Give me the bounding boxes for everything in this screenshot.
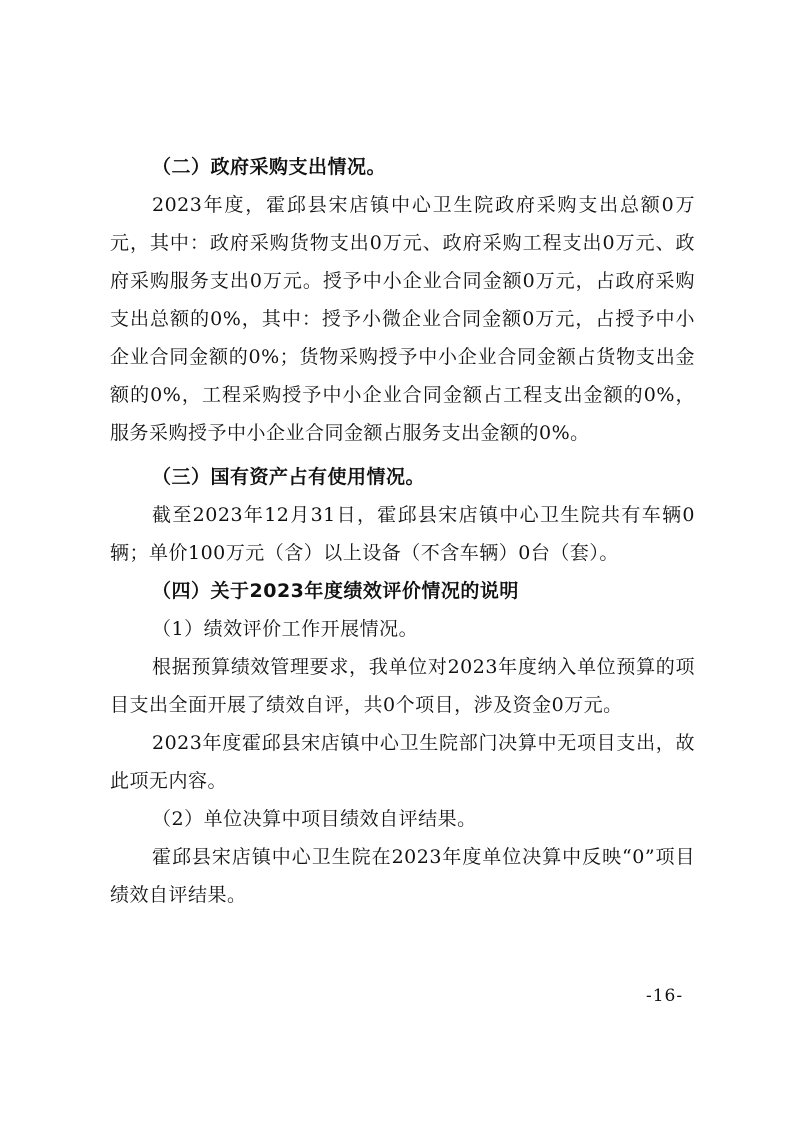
page-number: -16- — [646, 986, 684, 1006]
heading-performance: （四）关于2023年度绩效评价情况的说明 — [152, 580, 519, 602]
subheading-performance-work: （1）绩效评价工作开展情况。 — [152, 618, 419, 640]
paragraph-performance-scope: 根据预算绩效管理要求，我单位对2023年度纳入单位预算的项目支出全面开展了绩效自评，共0个项目，涉及资金0万元。 — [110, 656, 695, 716]
heading-assets: （三）国有资产占有使用情况。 — [152, 466, 426, 488]
heading-procurement: （二）政府采购支出情况。 — [152, 156, 387, 178]
paragraph-no-project: 2023年度霍邱县宋店镇中心卫生院部门决算中无项目支出，故此项无内容。 — [110, 732, 695, 792]
paragraph-procurement: 2023年度，霍邱县宋店镇中心卫生院政府采购支出总额0万元，其中：政府采购货物支出0万元、政府采购工程支出0万元、政府采购服务支出0万元。授予中小企业合同金额0万元，占政府采购支出总额的0%，其中：授予小微企业合同金额0万元，占授予中小企业合同金额的0%；货物采购授予中小企业合同金额占货物支出金额的0%，工程采购授予中小企业合同金额占工程支出金额的0%，服务采购授予中小企业合同金额占服务支出金额的0%。 — [110, 194, 695, 444]
paragraph-self-eval-result: 霍邱县宋店镇中心卫生院在2023年度单位决算中反映“0”项目绩效自评结果。 — [110, 846, 695, 906]
page-content — [110, 148, 695, 914]
subheading-self-eval-result: （2）单位决算中项目绩效自评结果。 — [152, 808, 477, 830]
paragraph-assets: 截至2023年12月31日，霍邱县宋店镇中心卫生院共有车辆0辆；单价100万元（含）以上设备（不含车辆）0台（套）。 — [110, 504, 695, 564]
